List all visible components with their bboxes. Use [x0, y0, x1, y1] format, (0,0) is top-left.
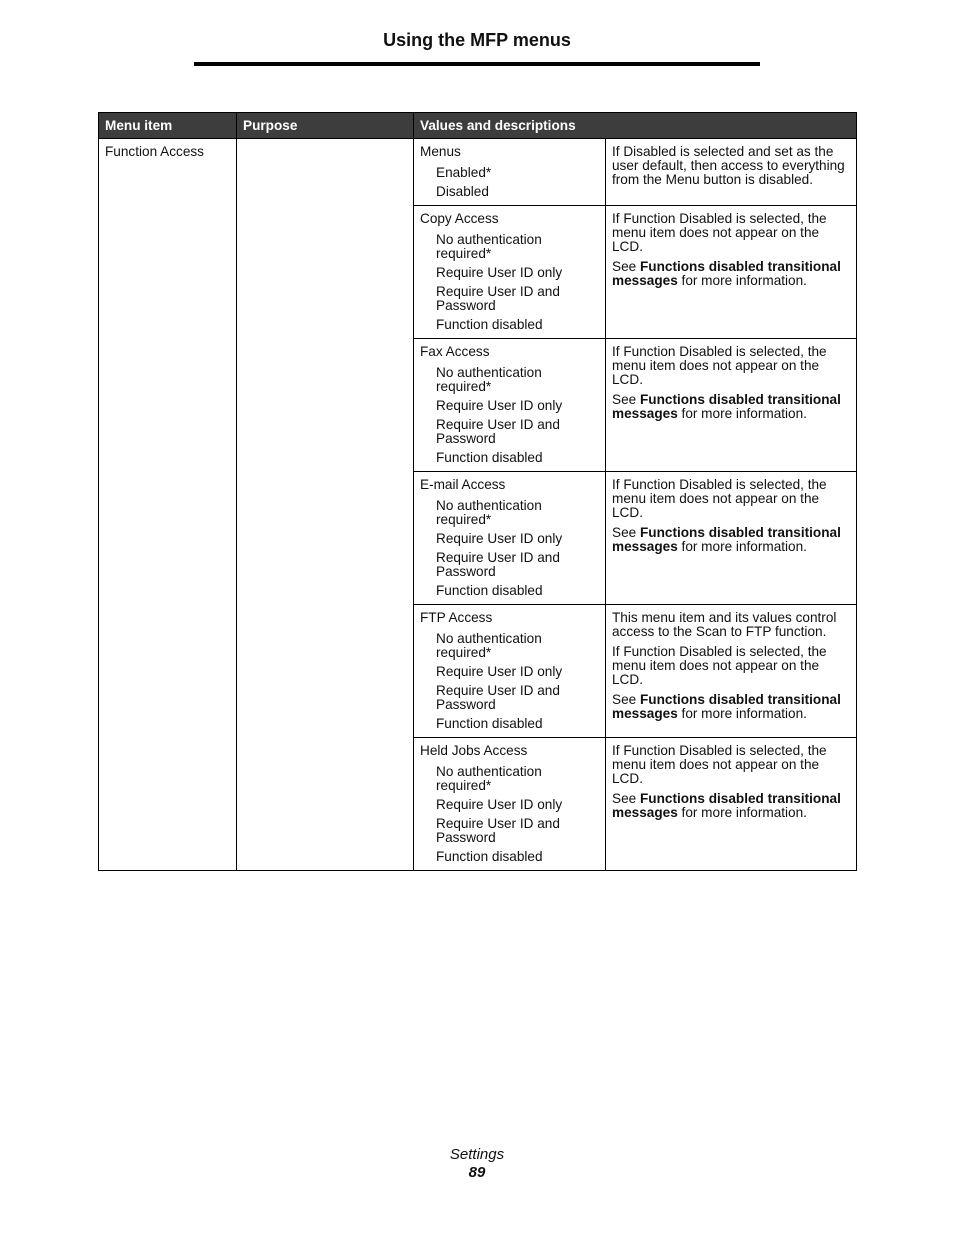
cross-reference: Functions disabled transitional messages — [612, 791, 841, 820]
table-header-row — [99, 113, 857, 139]
description-text: See — [612, 392, 640, 407]
setting-value: Enabled* — [436, 165, 492, 180]
table-row — [99, 139, 857, 206]
page-number: 89 — [468, 1164, 486, 1181]
values-cell — [414, 738, 606, 871]
setting-value: No authentication required* — [436, 232, 542, 261]
description-paragraph — [612, 393, 850, 421]
setting-name: E-mail Access — [420, 477, 506, 492]
description-paragraph: If Disabled is selected and set as the user default, then access to everything from the Menu button is disabled. — [612, 144, 845, 187]
description-paragraph: If Function Disabled is selected, the menu item does not appear on the LCD. — [612, 477, 827, 520]
description-cell — [606, 206, 857, 339]
setting-value: Require User ID only — [436, 531, 563, 546]
setting-value: No authentication required* — [436, 631, 542, 660]
page-footer — [0, 1146, 954, 1182]
description-text: for more information. — [677, 706, 807, 721]
description-paragraph: If Function Disabled is selected, the menu item does not appear on the LCD. — [612, 743, 827, 786]
setting-value: Require User ID only — [436, 265, 563, 280]
description-text: for more information. — [677, 539, 807, 554]
description-text: See — [612, 259, 640, 274]
description-cell — [606, 139, 857, 206]
setting-name: FTP Access — [420, 610, 493, 625]
description-text: See — [612, 525, 640, 540]
description-cell — [606, 472, 857, 605]
setting-value: Require User ID only — [436, 797, 563, 812]
description-cell — [606, 738, 857, 871]
values-cell — [414, 472, 606, 605]
cross-reference: Functions disabled transitional messages — [612, 392, 841, 421]
values-cell — [414, 206, 606, 339]
values-cell — [414, 605, 606, 738]
setting-value: Function disabled — [436, 849, 543, 864]
header-purpose: Purpose — [237, 113, 414, 139]
setting-name: Fax Access — [420, 344, 490, 359]
description-paragraph — [612, 260, 850, 288]
description-paragraph: This menu item and its values control access to the Scan to FTP function. — [612, 610, 837, 639]
setting-value: No authentication required* — [436, 498, 542, 527]
setting-value: No authentication required* — [436, 764, 542, 793]
setting-value: Function disabled — [436, 716, 543, 731]
setting-value: Require User ID and Password — [436, 550, 560, 579]
menu-table — [98, 112, 857, 871]
description-text: for more information. — [677, 273, 807, 288]
purpose-cell — [237, 139, 414, 871]
description-text: for more information. — [677, 805, 807, 820]
page-title: Using the MFP menus — [383, 30, 571, 50]
description-paragraph — [612, 526, 850, 554]
cross-reference: Functions disabled transitional messages — [612, 259, 841, 288]
description-paragraph — [612, 792, 850, 820]
footer-section: Settings — [449, 1146, 505, 1163]
menu-item-cell: Function Access — [99, 139, 237, 871]
cross-reference: Functions disabled transitional messages — [612, 692, 841, 721]
cross-reference: Functions disabled transitional messages — [612, 525, 841, 554]
setting-value: Require User ID and Password — [436, 683, 560, 712]
description-paragraph: If Function Disabled is selected, the menu item does not appear on the LCD. — [612, 211, 827, 254]
header-values-and-descriptions: Values and descriptions — [414, 113, 857, 139]
description-cell — [606, 339, 857, 472]
setting-value: Function disabled — [436, 317, 543, 332]
values-cell — [414, 339, 606, 472]
setting-value: Function disabled — [436, 450, 543, 465]
title-rule — [194, 62, 760, 66]
setting-value: Require User ID only — [436, 398, 563, 413]
setting-value: Require User ID and Password — [436, 417, 560, 446]
setting-name: Held Jobs Access — [420, 743, 528, 758]
description-text: See — [612, 791, 640, 806]
setting-value: Require User ID and Password — [436, 816, 560, 845]
table-body — [99, 139, 857, 871]
setting-name: Menus — [420, 144, 461, 159]
setting-value: No authentication required* — [436, 365, 542, 394]
setting-value: Function disabled — [436, 583, 543, 598]
description-paragraph: If Function Disabled is selected, the menu item does not appear on the LCD. — [612, 644, 827, 687]
description-paragraph — [612, 693, 850, 721]
description-cell — [606, 605, 857, 738]
description-paragraph: If Function Disabled is selected, the menu item does not appear on the LCD. — [612, 344, 827, 387]
values-cell — [414, 139, 606, 206]
setting-value: Require User ID and Password — [436, 284, 560, 313]
setting-value: Require User ID only — [436, 664, 563, 679]
setting-value: Disabled — [436, 184, 489, 199]
header-menu-item: Menu item — [99, 113, 237, 139]
setting-name: Copy Access — [420, 211, 499, 226]
description-text: See — [612, 692, 640, 707]
description-text: for more information. — [677, 406, 807, 421]
